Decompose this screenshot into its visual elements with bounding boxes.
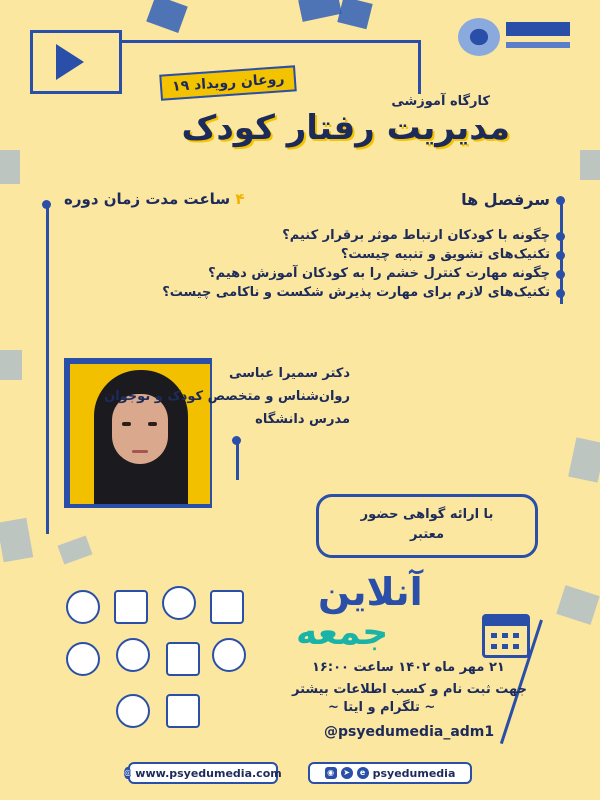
calendar-cell	[513, 633, 519, 638]
partner-logo	[166, 694, 200, 728]
channels-text: ~ تلگرام و ایتا ~	[328, 700, 436, 715]
partner-logo	[210, 590, 244, 624]
decor-shape	[146, 0, 188, 33]
bullet-dot	[556, 232, 565, 241]
play-icon	[56, 44, 84, 80]
partner-logo	[66, 590, 100, 624]
event-datetime: ۲۱ مهر ماه ۱۴۰۲ ساعت ۱۶:۰۰	[312, 660, 505, 675]
partner-logo	[212, 638, 246, 672]
certificate-line: با ارائه گواهی حضور	[360, 507, 494, 522]
duration-label: ساعت مدت زمان دوره	[64, 190, 231, 208]
certificate-box	[316, 494, 538, 558]
social-handle: psyedumedia	[372, 766, 456, 780]
bullet-dot	[556, 251, 565, 260]
calendar-cell	[513, 644, 519, 649]
connector-line	[418, 40, 421, 94]
calendar-cell	[491, 644, 497, 649]
speaker-role: مدرس دانشگاه	[255, 412, 350, 427]
decor-shape	[0, 518, 33, 563]
partner-logos	[62, 586, 272, 746]
connector-line	[236, 440, 239, 480]
partner-logo	[66, 642, 100, 676]
decor-shape	[580, 150, 600, 180]
partner-logo	[114, 590, 148, 624]
decor-shape	[337, 0, 372, 29]
connector-line	[46, 204, 49, 534]
admin-handle[interactable]: @psyedumedia_adm1	[324, 724, 495, 740]
calendar-icon	[482, 614, 530, 658]
website-text: www.psyedumedia.com	[135, 766, 282, 780]
event-tag: روعان رویداد ۱۹	[159, 65, 297, 100]
mode-label: آنلاین	[318, 570, 423, 614]
registration-text: جهت ثبت نام و کسب اطلاعات بیشتر	[292, 682, 527, 697]
telegram-icon[interactable]: ➤	[341, 767, 353, 779]
workshop-subtitle: کارگاه آموزشی	[391, 94, 490, 109]
social-links[interactable]	[308, 762, 472, 784]
syllabus-heading: سرفصل ها	[461, 190, 550, 209]
website-link[interactable]	[124, 762, 282, 784]
bullet-dot	[42, 200, 51, 209]
globe-icon: ◎	[124, 768, 132, 777]
decor-shape	[0, 350, 22, 380]
list-item: چگونه مهارت کنترل خشم را به کودکان آموزش دهیم؟	[208, 266, 550, 281]
brand-tagline	[506, 42, 570, 48]
bullet-dot	[556, 196, 565, 205]
decor-shape	[298, 0, 342, 22]
partner-logo	[166, 642, 200, 676]
calendar-cell	[491, 633, 497, 638]
partner-logo	[162, 586, 196, 620]
speaker-role: روان‌شناس و متخصص کودک و نوجوان	[104, 389, 350, 404]
brain-icon	[458, 18, 500, 56]
speaker-mouth	[132, 450, 148, 453]
calendar-header	[485, 617, 527, 626]
workshop-title: مدیریت رفتار کودک	[181, 108, 510, 148]
duration-hours: ۴	[235, 190, 245, 208]
decor-shape	[0, 150, 20, 184]
bullet-dot	[556, 270, 565, 279]
calendar-cell	[502, 644, 508, 649]
partner-logo	[116, 694, 150, 728]
connector-line	[120, 40, 420, 43]
brand-wordmark	[506, 22, 570, 36]
instagram-icon[interactable]: ◉	[325, 767, 337, 779]
day-label: جمعه	[296, 612, 389, 653]
bullet-dot	[556, 289, 565, 298]
decor-shape	[556, 585, 600, 625]
partner-logo	[116, 638, 150, 672]
syllabus-list	[80, 226, 550, 302]
list-item: چگونه با کودکان ارتباط موثر برقرار کنیم؟	[282, 228, 550, 243]
decor-shape	[57, 535, 92, 564]
calendar-cell	[502, 633, 508, 638]
speaker-name: دکتر سمیرا عباسی	[228, 366, 350, 381]
certificate-line: معتبر	[409, 527, 445, 542]
list-item: تکنیک‌های تشویق و تنبیه چیست؟	[340, 247, 550, 262]
brand-logo	[450, 18, 570, 58]
course-duration	[64, 190, 244, 208]
list-item: تکنیک‌های لازم برای مهارت پذیرش شکست و ناکامی چیست؟	[162, 285, 550, 300]
speaker-info	[104, 366, 350, 435]
bullet-dot	[232, 436, 241, 445]
eitaa-icon[interactable]: e	[357, 767, 369, 779]
decor-shape	[568, 437, 600, 482]
